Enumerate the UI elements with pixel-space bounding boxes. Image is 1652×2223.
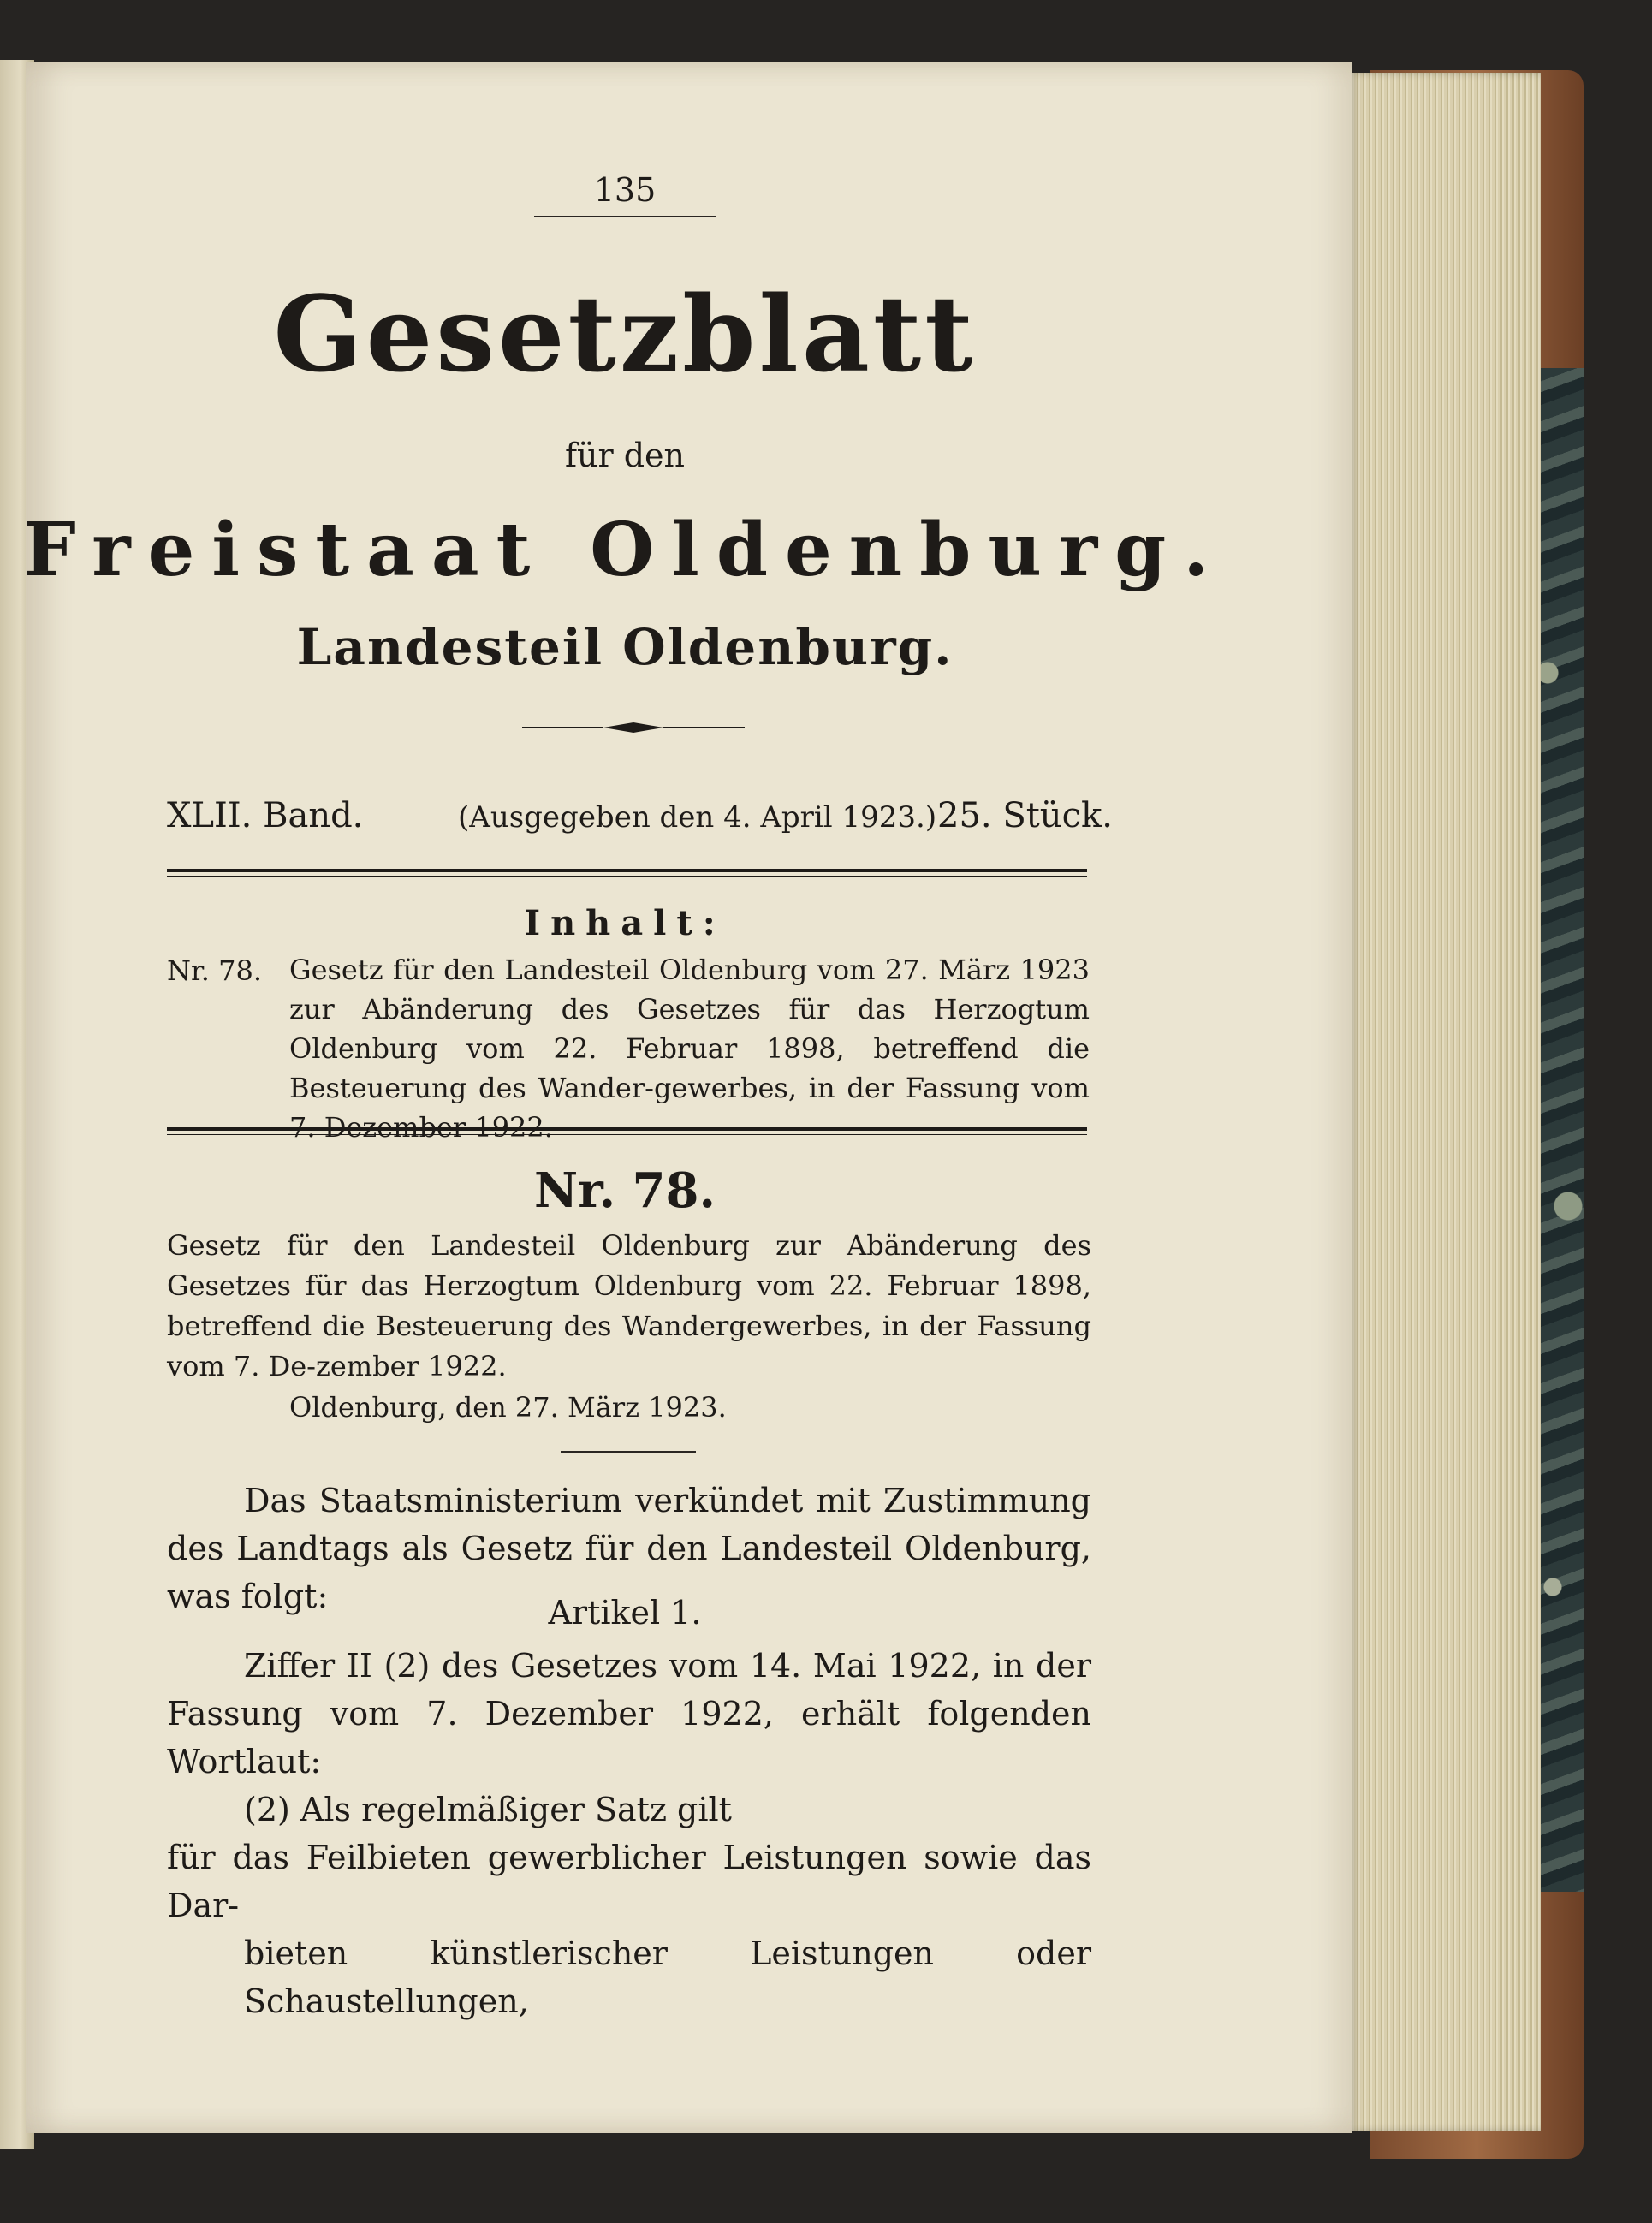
issue-band: XLII. Band. <box>167 796 364 835</box>
double-rule <box>167 1127 1087 1135</box>
ornament-divider <box>522 719 745 736</box>
contents-item-text: Gesetz für den Landesteil Oldenburg vom 27. März 1923 zur Abänderung des Gesetzes für das Herzogtum Oldenburg vom 22. Februar 1898, betreffend die Besteuerung des Wander-gewerbes, in der Fassung vom 7. Dezember 1922. <box>289 954 1090 1144</box>
page-number-rule <box>534 216 716 217</box>
page-stack <box>1348 73 1541 2131</box>
masthead-fuer: für den <box>564 437 686 474</box>
article-paragraph: (2) Als regelmäßiger Satz gilt <box>244 1791 732 1828</box>
issue-stueck: 25. Stück. <box>937 796 1113 835</box>
short-rule <box>561 1451 696 1453</box>
article-body <box>167 1642 1091 2025</box>
issue-date: (Ausgegeben den 4. April 1923.) <box>458 800 937 835</box>
preamble-text: Das Staatsministerium verkündet mit Zustimmung des Landtags als Gesetz für den Landesteil Oldenburg, was folgt: <box>167 1482 1091 1615</box>
masthead-title: Gesetzblatt <box>273 272 977 395</box>
contents-item-nr: Nr. 78. <box>167 954 263 987</box>
law-number: Nr. 78. <box>534 1162 716 1219</box>
contents-heading: Inhalt: <box>524 903 726 943</box>
law-place-date: Oldenburg, den 27. März 1923. <box>289 1391 727 1424</box>
page-number: 135 <box>593 171 657 209</box>
law-title: Gesetz für den Landesteil Oldenburg zur Abänderung des Gesetzes für das Herzogtum Oldenburg vom 22. Februar 1898, betreffend die Besteuerung des Wandergewerbes, in der Fassung vom 7. De-zember 1922. <box>167 1229 1091 1382</box>
double-rule <box>167 869 1087 877</box>
masthead-part: Landesteil Oldenburg. <box>296 618 954 676</box>
article-heading: Artikel 1. <box>548 1594 702 1632</box>
article-paragraph: Ziffer II (2) des Gesetzes vom 14. Mai 1922, in der Fassung vom 7. Dezember 1922, erhält folgenden Wortlaut: <box>167 1647 1091 1780</box>
article-paragraph: für das Feilbieten gewerblicher Leistungen sowie das Dar- <box>167 1839 1091 1924</box>
article-paragraph: bieten künstlerischer Leistungen oder Schaustellungen, <box>244 1935 1091 2020</box>
masthead-state: Freistaat Oldenburg. <box>23 507 1227 593</box>
